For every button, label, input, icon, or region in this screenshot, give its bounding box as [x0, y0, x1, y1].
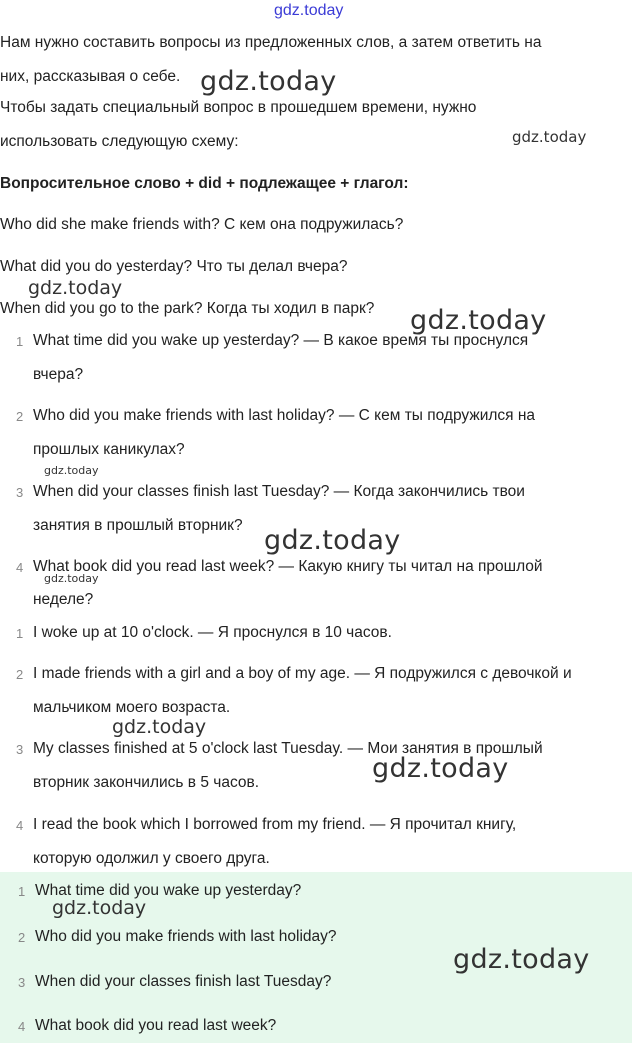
- watermark: gdz.today: [200, 66, 337, 97]
- example-line: Who did she make friends with? С кем она подружилась?: [0, 216, 404, 233]
- watermark: gdz.today: [410, 305, 547, 336]
- intro-line: них, рассказывая о себе.: [0, 68, 181, 85]
- list-text: What book did you read last week?: [35, 1017, 277, 1034]
- list-text: мальчиком моего возраста.: [33, 699, 231, 716]
- list-text: Who did you make friends with last holiday?: [35, 928, 337, 945]
- list-text: What time did you wake up yesterday? — В какое время ты проснулся: [33, 332, 529, 349]
- list-item: [0, 665, 632, 725]
- list-number: 1: [18, 884, 26, 899]
- list-text: When did your classes finish last Tuesday? — Когда закончились твои: [33, 483, 525, 500]
- list-text: What time did you wake up yesterday?: [35, 882, 302, 899]
- list-item: [0, 624, 632, 648]
- list-text: занятия в прошлый вторник?: [33, 517, 243, 534]
- list-text: When did your classes finish last Tuesday?: [35, 973, 332, 990]
- list-number: 2: [18, 930, 26, 945]
- example-line: What did you do yesterday? Что ты делал вчера?: [0, 258, 348, 275]
- intro-line: использовать следующую схему:: [0, 133, 239, 150]
- intro-line: Чтобы задать специальный вопрос в прошедшем времени, нужно: [0, 99, 477, 116]
- watermark: gdz.today: [512, 128, 587, 146]
- list-item: [0, 332, 632, 392]
- list-number: 2: [16, 409, 24, 424]
- list-text: вторник закончились в 5 часов.: [33, 774, 260, 791]
- list-text: What book did you read last week? — Какую книгу ты читал на прошлой: [33, 558, 543, 575]
- intro-line: Нам нужно составить вопросы из предложенных слов, а затем ответить на: [0, 34, 542, 51]
- watermark: gdz.today: [52, 897, 147, 919]
- list-text: I made friends with a girl and a boy of my age. — Я подружился с девочкой и: [33, 665, 572, 682]
- scheme-heading: Вопросительное слово + did + подлежащее + глагол:: [0, 175, 409, 192]
- example-line: When did you go to the park? Когда ты ходил в парк?: [0, 300, 375, 317]
- watermark: gdz.today: [44, 572, 99, 585]
- list-number: 4: [16, 818, 24, 833]
- list-item: [0, 740, 632, 800]
- list-item: [0, 407, 632, 467]
- list-item: [0, 816, 632, 876]
- list-number: 3: [16, 485, 24, 500]
- list-text: I woke up at 10 o'clock. — Я проснулся в 10 часов.: [33, 624, 392, 641]
- list-text: прошлых каникулах?: [33, 441, 185, 458]
- list-text: которую одолжил у своего друга.: [33, 850, 270, 867]
- list-number: 1: [16, 626, 24, 641]
- list-number: 4: [16, 560, 24, 575]
- list-number: 3: [18, 975, 26, 990]
- watermark: gdz.today: [453, 944, 590, 975]
- list-number: 3: [16, 742, 24, 757]
- list-text: Who did you make friends with last holiday? — С кем ты подружился на: [33, 407, 536, 424]
- watermark: gdz.today: [44, 464, 99, 477]
- site-logo[interactable]: gdz.today: [274, 2, 344, 19]
- watermark: gdz.today: [28, 277, 123, 299]
- list-number: 2: [16, 667, 24, 682]
- list-text: I read the book which I borrowed from my friend. — Я прочитал книгу,: [33, 816, 517, 833]
- watermark: gdz.today: [112, 716, 207, 738]
- list-text: My classes finished at 5 o'clock last Tuesday. — Мои занятия в прошлый: [33, 740, 543, 757]
- list-number: 1: [16, 334, 24, 349]
- list-text: неделе?: [33, 591, 94, 608]
- watermark: gdz.today: [264, 525, 401, 556]
- list-number: 4: [18, 1019, 26, 1034]
- list-text: вчера?: [33, 366, 84, 383]
- watermark: gdz.today: [372, 753, 509, 784]
